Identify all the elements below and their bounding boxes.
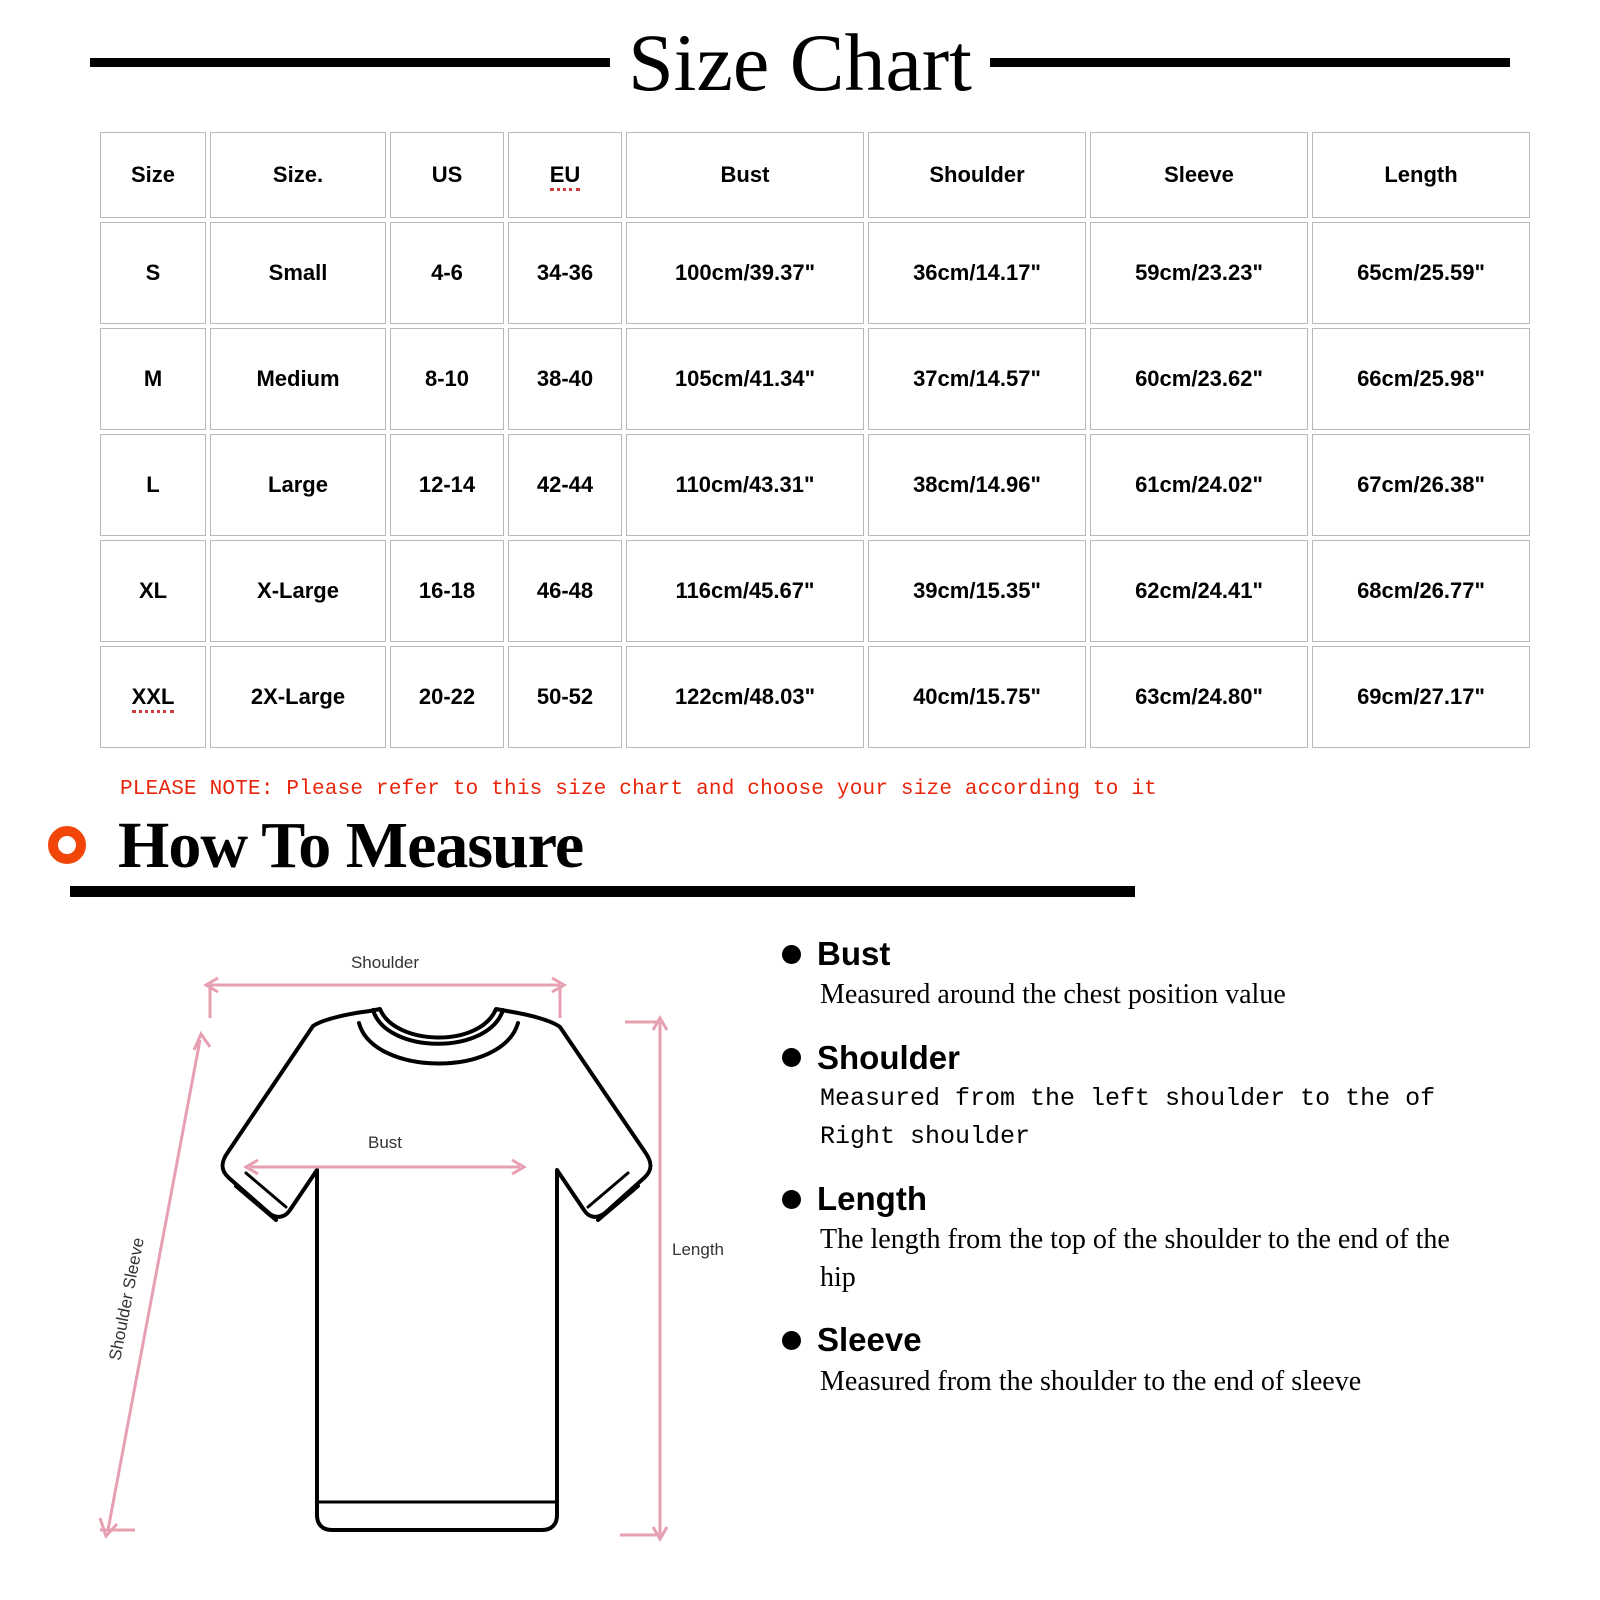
- cell-size: XL: [100, 540, 206, 642]
- cell-length: 68cm/26.77": [1312, 540, 1530, 642]
- please-note-text: PLEASE NOTE: Please refer to this size chart and choose your size according to it: [120, 778, 1157, 801]
- cell-size: L: [100, 434, 206, 536]
- column-header-shoulder: Shoulder: [868, 132, 1086, 218]
- bullet-icon: [782, 1331, 801, 1350]
- cell-shoulder: 38cm/14.96": [868, 434, 1086, 536]
- definition-description: Measured from the shoulder to the end of sleeve: [820, 1365, 1362, 1397]
- cell-sleeve: 59cm/23.23": [1090, 222, 1308, 324]
- column-header-size: Size: [100, 132, 206, 218]
- column-header-length: Length: [1312, 132, 1530, 218]
- cell-eu: 38-40: [508, 328, 622, 430]
- cell-size: XXL: [100, 646, 206, 748]
- table-row: [100, 646, 1530, 748]
- column-header-sleeve: Sleeve: [1090, 132, 1308, 218]
- cell-bust: 110cm/43.31": [626, 434, 864, 536]
- cell-bust: 122cm/48.03": [626, 646, 864, 748]
- cell-length: 67cm/26.38": [1312, 434, 1530, 536]
- definition-item-sleeve: [782, 1322, 1542, 1400]
- cell-sleeve: 60cm/23.62": [1090, 328, 1308, 430]
- cell-length: 69cm/27.17": [1312, 646, 1530, 748]
- diagram-label-shoulder: Shoulder: [350, 953, 420, 972]
- cell-eu: 34-36: [508, 222, 622, 324]
- cell-bust: 105cm/41.34": [626, 328, 864, 430]
- cell-shoulder: 36cm/14.17": [868, 222, 1086, 324]
- cell-bust: 100cm/39.37": [626, 222, 864, 324]
- cell-size-name: Large: [210, 434, 386, 536]
- definition-term: Sleeve: [817, 1321, 922, 1359]
- page-title: Size Chart: [628, 16, 972, 108]
- cell-sleeve: 62cm/24.41": [1090, 540, 1308, 642]
- cell-size-name: 2X-Large: [210, 646, 386, 748]
- bullet-icon: [782, 1190, 801, 1209]
- cell-sleeve: 61cm/24.02": [1090, 434, 1308, 536]
- cell-shoulder: 39cm/15.35": [868, 540, 1086, 642]
- definition-header: [782, 1322, 1542, 1358]
- definition-header: [782, 1040, 1542, 1076]
- diagram-label-bust: Bust: [367, 1133, 403, 1152]
- bullet-icon: [782, 945, 801, 964]
- title-rule-left: [90, 58, 610, 67]
- cell-length: 65cm/25.59": [1312, 222, 1530, 324]
- cell-us: 4-6: [390, 222, 504, 324]
- cell-shoulder: 37cm/14.57": [868, 328, 1086, 430]
- definition-header: [782, 936, 1542, 972]
- table-header-row: [100, 132, 1530, 218]
- size-chart-table: [96, 128, 1534, 752]
- column-header-size-name: Size.: [210, 132, 386, 218]
- cell-size-name: Medium: [210, 328, 386, 430]
- definition-description: Measured from the left shoulder to the of Right shoulder: [820, 1084, 1436, 1151]
- cell-size-name: X-Large: [210, 540, 386, 642]
- cell-eu: 50-52: [508, 646, 622, 748]
- page-title-row: [0, 10, 1600, 115]
- table-row: [100, 540, 1530, 642]
- cell-sleeve: 63cm/24.80": [1090, 646, 1308, 748]
- definition-description: The length from the top of the shoulder to the end of the hip: [820, 1224, 1450, 1293]
- cell-size: M: [100, 328, 206, 430]
- cell-us: 8-10: [390, 328, 504, 430]
- ring-marker-icon: [48, 826, 86, 864]
- title-rule-right: [990, 58, 1510, 67]
- cell-us: 12-14: [390, 434, 504, 536]
- definition-item-bust: [782, 936, 1542, 1014]
- definition-description: Measured around the chest position value: [820, 979, 1286, 1011]
- definition-term: Length: [817, 1180, 927, 1218]
- garment-outline: [222, 1009, 650, 1530]
- cell-bust: 116cm/45.67": [626, 540, 864, 642]
- how-to-measure-title: How To Measure: [118, 809, 584, 882]
- cell-length: 66cm/25.98": [1312, 328, 1530, 430]
- table-row: [100, 434, 1530, 536]
- table-row: [100, 328, 1530, 430]
- column-header-us: US: [390, 132, 504, 218]
- column-header-bust: Bust: [626, 132, 864, 218]
- definition-header: [782, 1181, 1542, 1217]
- definition-item-shoulder: [782, 1040, 1542, 1155]
- cell-us: 16-18: [390, 540, 504, 642]
- column-header-eu: EU: [508, 132, 622, 218]
- diagram-label-length: Length: [672, 1240, 724, 1259]
- cell-shoulder: 40cm/15.75": [868, 646, 1086, 748]
- how-to-measure-heading: [40, 809, 1140, 912]
- definition-term: Bust: [817, 935, 891, 972]
- cell-eu: 42-44: [508, 434, 622, 536]
- garment-measurement-diagram: [60, 930, 760, 1570]
- bullet-icon: [782, 1048, 801, 1067]
- cell-size: S: [100, 222, 206, 324]
- how-to-measure-rule: [70, 886, 1135, 897]
- table-row: [100, 222, 1530, 324]
- definition-item-length: [782, 1181, 1542, 1296]
- cell-us: 20-22: [390, 646, 504, 748]
- definition-term: Shoulder: [817, 1038, 961, 1076]
- cell-size-name: Small: [210, 222, 386, 324]
- diagram-label-shoulder-sleeve: Shoulder Sleeve: [105, 1235, 148, 1362]
- measurement-definitions-list: [782, 936, 1542, 1426]
- cell-eu: 46-48: [508, 540, 622, 642]
